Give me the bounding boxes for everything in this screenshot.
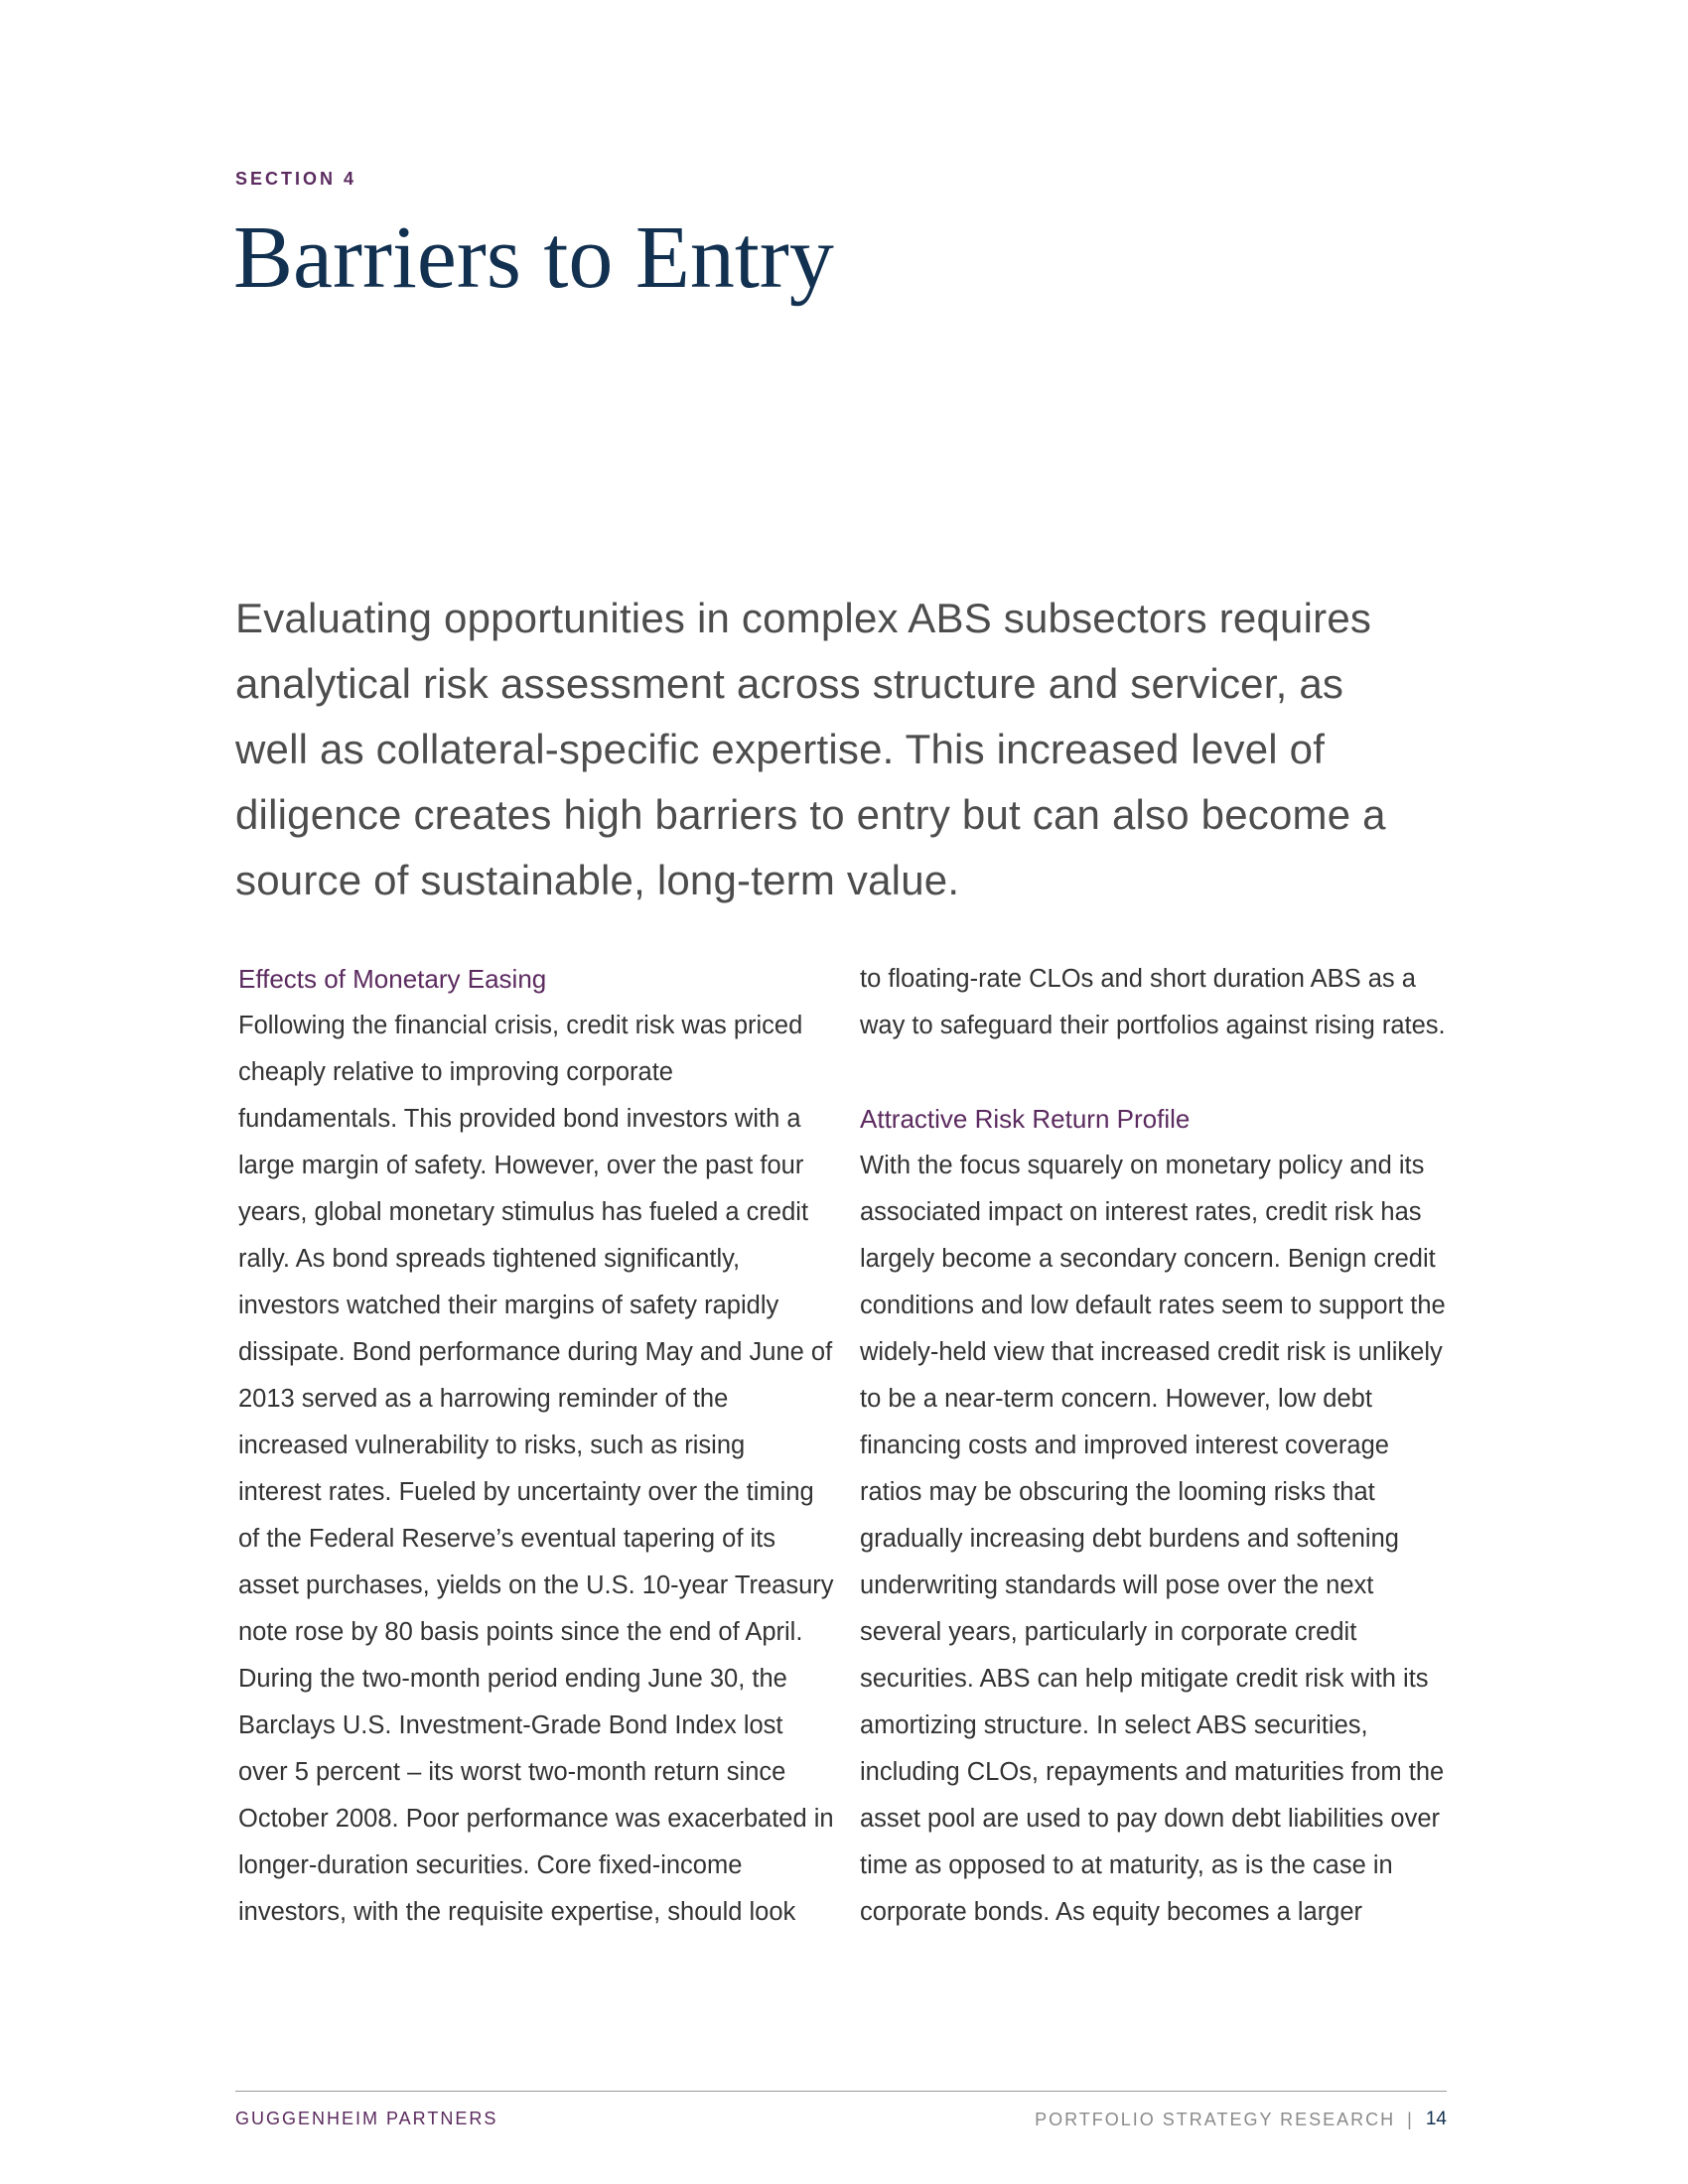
risk-return-heading: Attractive Risk Return Profile: [860, 1104, 1191, 1134]
intro-paragraph: Evaluating opportunities in complex ABS subsectors requires analytical risk assessment across structure and servicer, as well as collateral-specific expertise. This increased level of diligence creates high barriers to entry but can also become a source of sustainable, long-term value.: [235, 595, 1386, 903]
footer-rule: [235, 2091, 1447, 2092]
monetary-easing-heading: Effects of Monetary Easing: [238, 964, 547, 994]
page-title: Barriers to Entry: [233, 208, 834, 307]
footer-separator: |: [1407, 2109, 1414, 2129]
paragraph-gap: [860, 1049, 1456, 1096]
footer-company: GUGGENHEIM PARTNERS: [235, 2109, 498, 2128]
section-label: SECTION 4: [235, 169, 357, 189]
right-column: [860, 956, 1456, 1936]
monetary-easing-continuation: to floating-rate CLOs and short duration ABS as a way to safeguard their portfolios against rising rates.: [860, 965, 1446, 1039]
monetary-easing-body: Following the financial crisis, credit risk was priced cheaply relative to improving corporate fundamentals. This provided bond investors with a large margin of safety. However, over the past four years, global monetary stimulus has fueled a credit rally. As bond spreads tightened significantly, investors watched their margins of safety rapidly dissipate. Bond performance during May and June of 2013 served as a harrowing reminder of the increased vulnerability to risks, such as rising interest rates. Fueled by uncertainty over the timing of the Federal Reserve’s eventual tapering of its asset purchases, yields on the U.S. 10-year Treasury note rose by 80 basis points since the end of April. During the two-month period ending June 30, the Barclays U.S. Investment-Grade Bond Index lost over 5 percent – its worst two-month return since October 2008. Poor performance was exacerbated in longer-duration securities. Core fixed-income investors, with the requisite expertise, should look: [238, 1012, 834, 1926]
footer-right: [1035, 2109, 1447, 2130]
risk-return-body: With the focus squarely on monetary policy and its associated impact on interest rates, credit risk has largely become a secondary concern. Benign credit conditions and low default rates seem to support the widely-held view that increased credit risk is unlikely to be a near-term concern. However, low debt financing costs and improved interest coverage ratios may be obscuring the looming risks that gradually increasing debt burdens and softening underwriting standards will pose over the next several years, particularly in corporate credit securities. ABS can help mitigate credit risk with its amortizing structure. In select ABS securities, including CLOs, repayments and maturities from the asset pool are used to pay down debt liabilities over time as opposed to at maturity, as is the case in corporate bonds. As equity becomes a larger: [860, 1152, 1446, 1926]
page-number: 14: [1425, 2109, 1447, 2129]
footer-publication: PORTFOLIO STRATEGY RESEARCH: [1035, 2109, 1396, 2129]
left-column: [238, 956, 834, 1936]
